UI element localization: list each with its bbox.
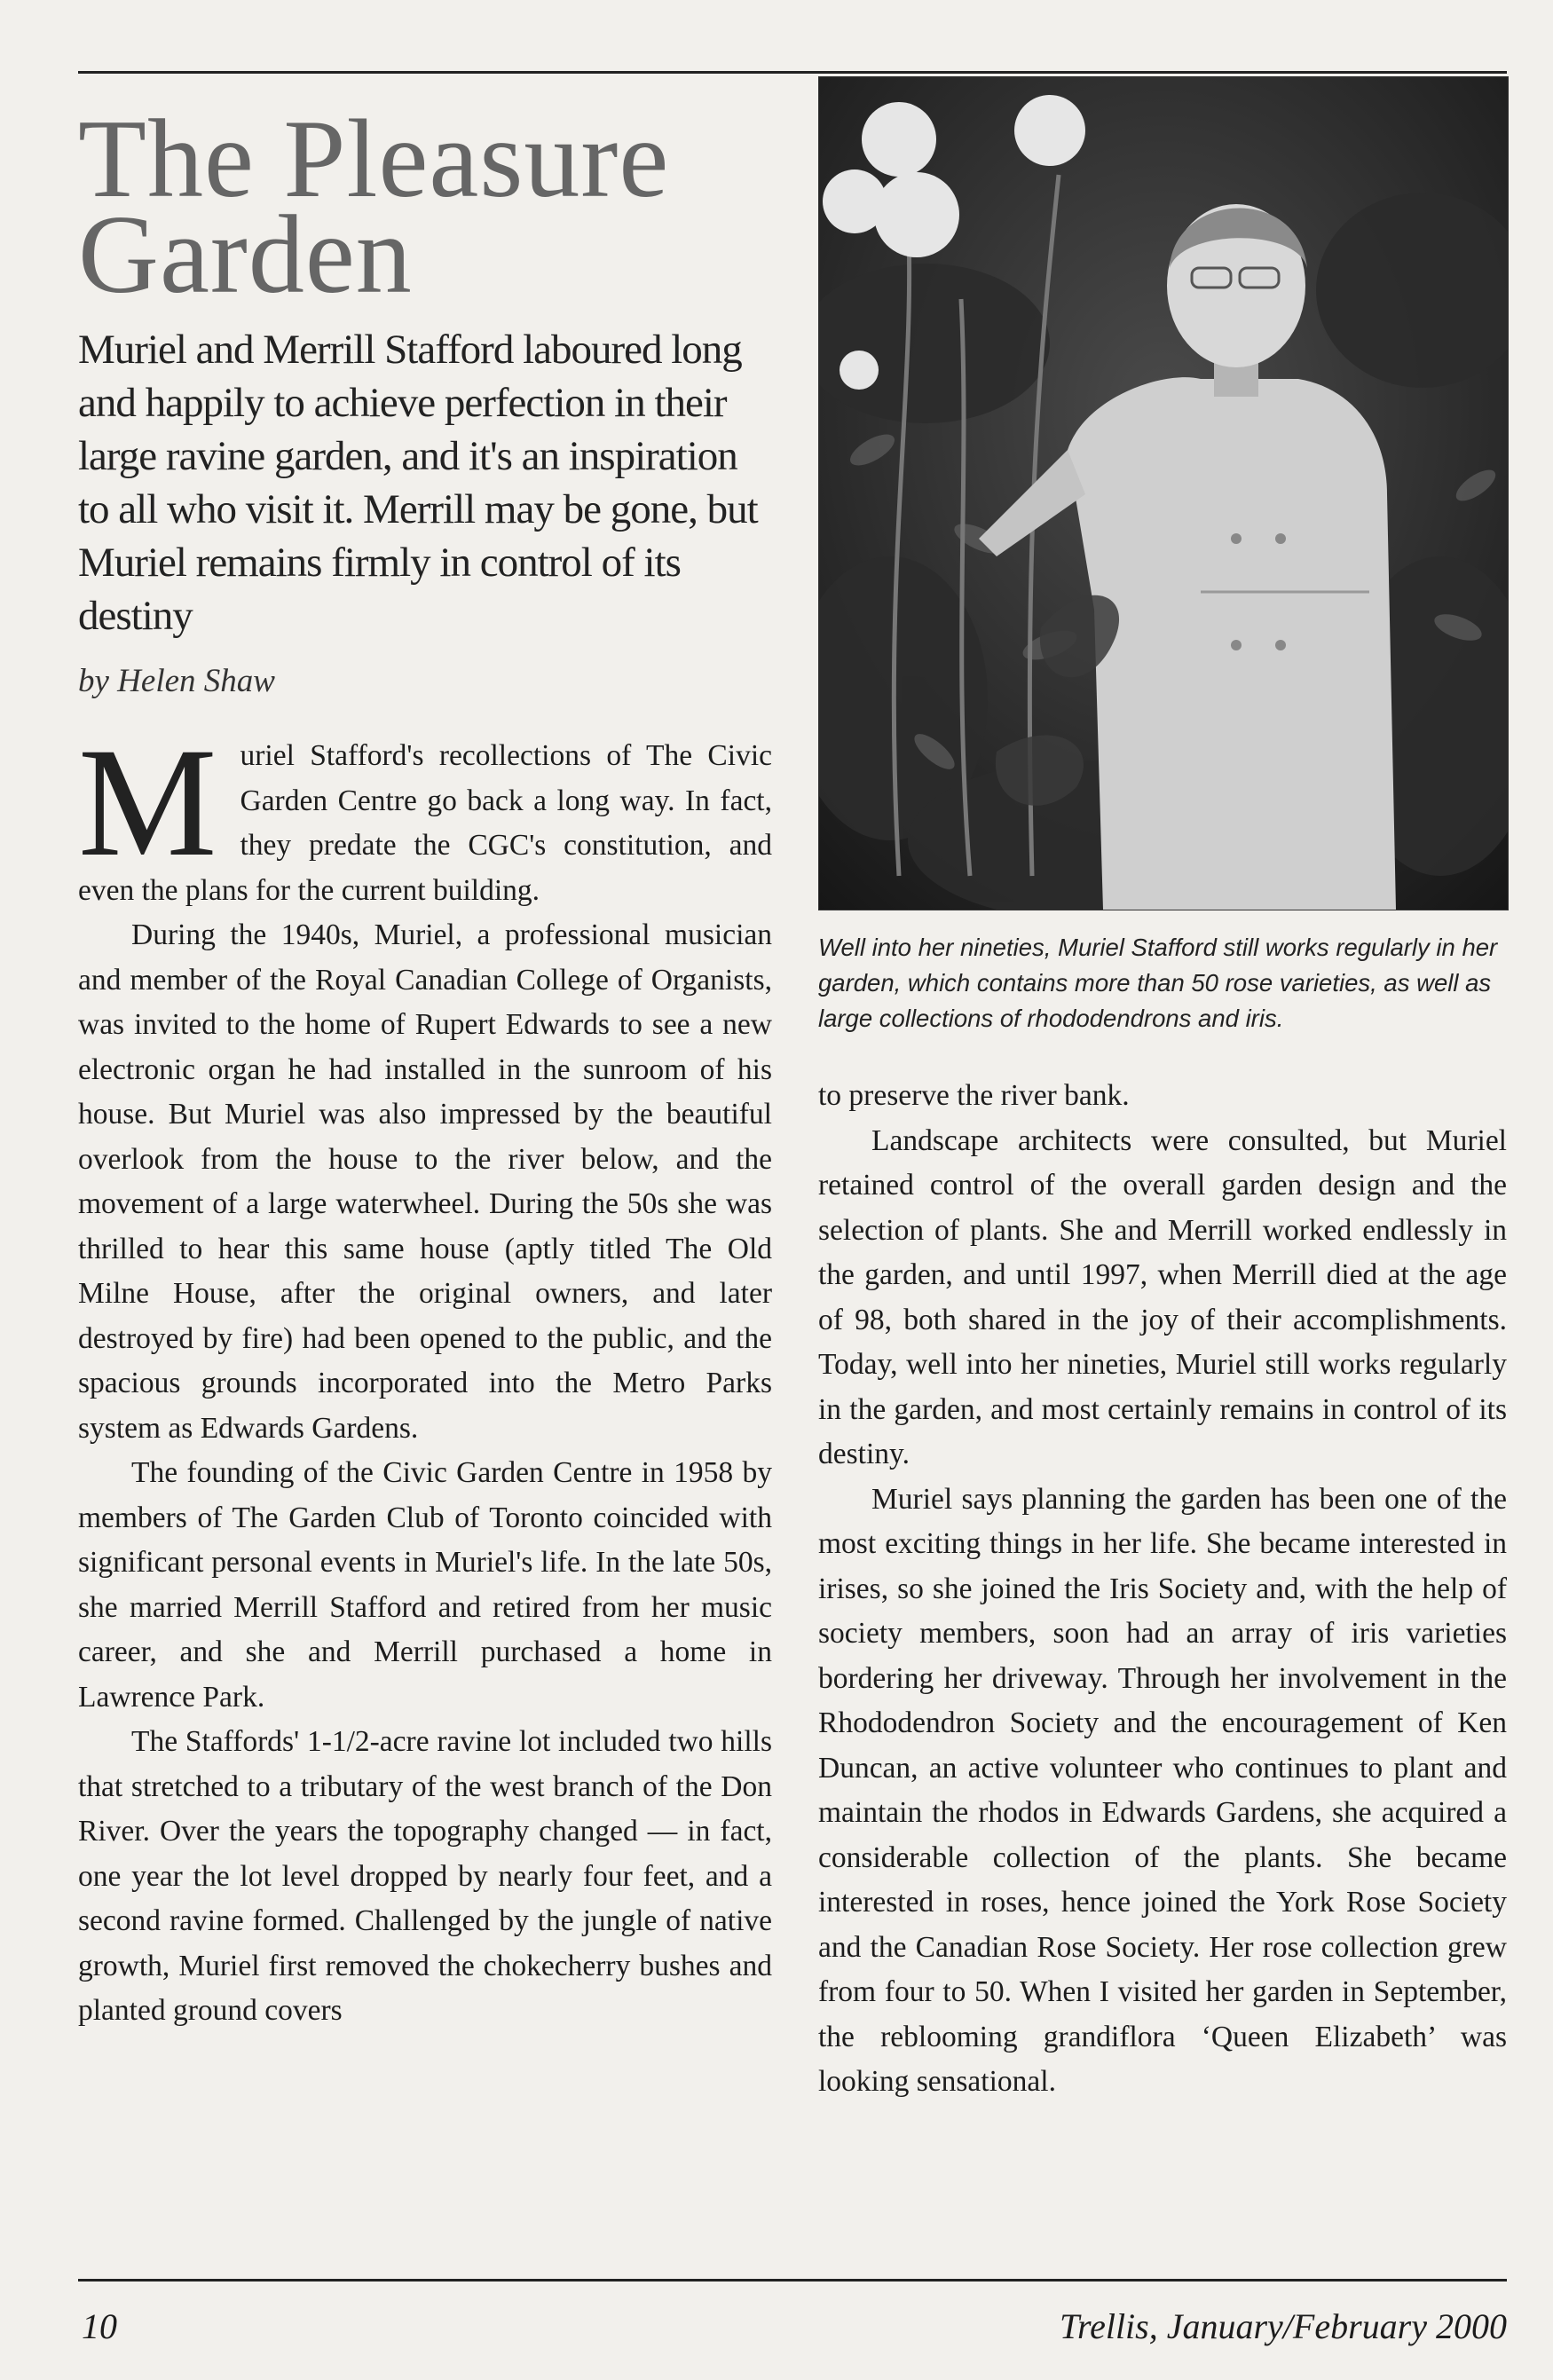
bottom-rule xyxy=(78,2279,1507,2281)
photo-caption: Well into her nineties, Muriel Stafford still works regularly in her garden, which contains more than 50 rose varieties, as well as large collections of rhododendrons and iris. xyxy=(818,934,1498,1032)
right-body xyxy=(818,1074,1507,2105)
article-deck: Muriel and Merrill Stafford laboured long and happily to achieve perfection in their large ravine garden, and it's an inspiration to all who visit it. Merrill may be gone, but Muriel remains firmly in control of its destiny xyxy=(78,327,758,639)
paragraph-7: Muriel says planning the garden has been one of the most exciting things in her life. She became interested in irises, so she joined the Iris Society and, with the help of society members, soon had an array of iris varieties bordering her driveway. Through her involvement in the Rhododendron Society and the encouragement of Ken Duncan, an active volunteer who continues to plant and maintain the rhodos in Edwards Gardens, she acquired a considerable collection of the plants. She became interested in roses, hence joined the York Rose Society and the Canadian Rose Society. Her rose collection grew from four to 50. When I visited her garden in September, the reblooming grandiflora ‘Queen Elizabeth’ was looking sensational. xyxy=(818,1482,1507,2098)
garden-photo xyxy=(818,76,1509,910)
left-body xyxy=(78,716,772,2034)
left-column xyxy=(78,85,772,2034)
publication-footer: Trellis, January/February 2000 xyxy=(1059,2306,1507,2346)
page-number: 10 xyxy=(82,2306,117,2346)
paragraph-3: The founding of the Civic Garden Centre in 1958 by members of The Garden Club of Toronto coincided with significant personal events in Muriel's life. In the late 50s, she married Merrill Stafford and retired from her music career, and she and Merrill purchased a home in Lawrence Park. xyxy=(78,1456,772,1714)
article-title: The Pleasure Garden xyxy=(78,98,670,317)
paragraph-4: The Staffords' 1-1/2-acre ravine lot included two hills that stretched to a tributary of the west branch of the Don River. Over the years the topography changed — in fact, one year the lot level dropped by nearly four feet, and a second ravine formed. Challenged by the jungle of native growth, Muriel first removed the chokecherry bushes and planted ground covers xyxy=(78,1725,772,2027)
top-rule xyxy=(78,71,1507,74)
paragraph-6: Landscape architects were consulted, but Muriel retained control of the overall garden design and the selection of plants. She and Merrill worked endlessly in the garden, and until 1997, when Merrill died at the age of 98, both shared in the joy of their accomplishments. Today, well into her nineties, Muriel still works regularly in the garden, and most certainly remains in control of its destiny. xyxy=(818,1123,1507,1470)
paragraph-1-text: uriel Stafford's recollections of The Civic Garden Centre go back a long way. In fact, they predate the CGC's constitution, and even the plans for the current building. xyxy=(78,739,772,907)
paragraph-5: to preserve the river bank. xyxy=(818,1079,1130,1112)
right-column xyxy=(818,76,1507,2105)
paragraph-2: During the 1940s, Muriel, a professional musician and member of the Royal Canadian College of Organists, was invited to the home of Rupert Edwards to see a new electronic organ he had installed in the sunroom of his house. But Muriel was also impressed by the beautiful overlook from the house to the river below, and the movement of a large waterwheel. During the 50s she was thrilled to hear this same house (aptly titled The Old Milne House, after the original owners, and later destroyed by fire) had been opened to the public, and the spacious grounds incorporated into the Metro Parks system as Edwards Gardens. xyxy=(78,918,772,1445)
drop-cap: M xyxy=(78,716,217,889)
paragraph-1 xyxy=(78,716,772,913)
byline: by Helen Shaw xyxy=(78,663,275,699)
